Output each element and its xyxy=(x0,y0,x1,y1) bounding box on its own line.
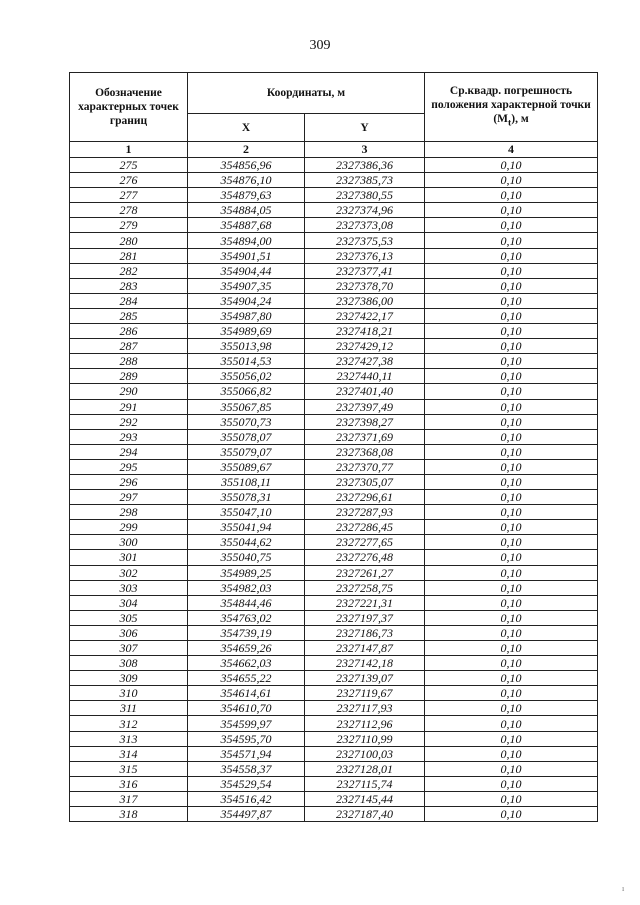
x-coordinate-cell: 354894,00 xyxy=(188,233,305,248)
point-number-cell: 279 xyxy=(70,218,188,233)
x-coordinate-cell: 355047,10 xyxy=(188,505,305,520)
table-row xyxy=(70,218,598,233)
point-number-cell: 281 xyxy=(70,248,188,263)
table-row xyxy=(70,610,598,625)
y-coordinate-cell: 2327422,17 xyxy=(305,308,425,323)
accuracy-cell: 0,10 xyxy=(425,339,598,354)
x-coordinate-cell: 355078,07 xyxy=(188,429,305,444)
accuracy-cell: 0,10 xyxy=(425,384,598,399)
x-coordinate-cell: 354516,42 xyxy=(188,791,305,806)
table-row xyxy=(70,580,598,595)
y-coordinate-cell: 2327373,08 xyxy=(305,218,425,233)
x-coordinate-cell: 354982,03 xyxy=(188,580,305,595)
x-coordinate-cell: 355066,82 xyxy=(188,384,305,399)
accuracy-cell: 0,10 xyxy=(425,293,598,308)
x-coordinate-cell: 354571,94 xyxy=(188,746,305,761)
accuracy-cell: 0,10 xyxy=(425,278,598,293)
point-number-cell: 310 xyxy=(70,686,188,701)
point-number-cell: 282 xyxy=(70,263,188,278)
point-number-cell: 296 xyxy=(70,474,188,489)
accuracy-cell: 0,10 xyxy=(425,505,598,520)
table-row xyxy=(70,308,598,323)
y-coordinate-cell: 2327139,07 xyxy=(305,671,425,686)
x-coordinate-cell: 354610,70 xyxy=(188,701,305,716)
y-coordinate-cell: 2327385,73 xyxy=(305,173,425,188)
table-row xyxy=(70,686,598,701)
y-coordinate-cell: 2327277,65 xyxy=(305,535,425,550)
accuracy-cell: 0,10 xyxy=(425,731,598,746)
x-coordinate-cell: 354529,54 xyxy=(188,776,305,791)
accuracy-cell: 0,10 xyxy=(425,610,598,625)
accuracy-cell: 0,10 xyxy=(425,595,598,610)
accuracy-cell: 0,10 xyxy=(425,671,598,686)
accuracy-cell: 0,10 xyxy=(425,550,598,565)
column-number: 2 xyxy=(188,142,305,158)
accuracy-cell: 0,10 xyxy=(425,565,598,580)
y-coordinate-cell: 2327386,36 xyxy=(305,158,425,173)
y-coordinate-cell: 2327258,75 xyxy=(305,580,425,595)
accuracy-cell: 0,10 xyxy=(425,308,598,323)
x-coordinate-cell: 354856,96 xyxy=(188,158,305,173)
x-coordinate-cell: 354907,35 xyxy=(188,278,305,293)
table-row xyxy=(70,278,598,293)
table-row xyxy=(70,248,598,263)
table-row xyxy=(70,459,598,474)
point-number-cell: 311 xyxy=(70,701,188,716)
y-coordinate-cell: 2327401,40 xyxy=(305,384,425,399)
point-number-cell: 306 xyxy=(70,625,188,640)
x-coordinate-cell: 354904,44 xyxy=(188,263,305,278)
table-row xyxy=(70,520,598,535)
y-coordinate-cell: 2327296,61 xyxy=(305,490,425,505)
accuracy-cell: 0,10 xyxy=(425,641,598,656)
table-row xyxy=(70,550,598,565)
point-number-cell: 277 xyxy=(70,188,188,203)
x-coordinate-cell: 354879,63 xyxy=(188,188,305,203)
table-row xyxy=(70,203,598,218)
accuracy-cell: 0,10 xyxy=(425,520,598,535)
accuracy-cell: 0,10 xyxy=(425,173,598,188)
accuracy-cell: 0,10 xyxy=(425,791,598,806)
accuracy-cell: 0,10 xyxy=(425,746,598,761)
y-coordinate-cell: 2327398,27 xyxy=(305,414,425,429)
y-coordinate-cell: 2327128,01 xyxy=(305,761,425,776)
y-coordinate-cell: 2327110,99 xyxy=(305,731,425,746)
accuracy-cell: 0,10 xyxy=(425,188,598,203)
accuracy-cell: 0,10 xyxy=(425,399,598,414)
table-row xyxy=(70,233,598,248)
table-row xyxy=(70,429,598,444)
column-number: 1 xyxy=(70,142,188,158)
accuracy-cell: 0,10 xyxy=(425,701,598,716)
y-coordinate-cell: 2327376,13 xyxy=(305,248,425,263)
point-number-cell: 276 xyxy=(70,173,188,188)
x-coordinate-cell: 354497,87 xyxy=(188,807,305,822)
y-coordinate-cell: 2327378,70 xyxy=(305,278,425,293)
x-coordinate-cell: 354558,37 xyxy=(188,761,305,776)
accuracy-cell: 0,10 xyxy=(425,414,598,429)
y-coordinate-cell: 2327397,49 xyxy=(305,399,425,414)
accuracy-cell: 0,10 xyxy=(425,761,598,776)
table-row xyxy=(70,444,598,459)
accuracy-cell: 0,10 xyxy=(425,203,598,218)
y-coordinate-cell: 2327287,93 xyxy=(305,505,425,520)
x-coordinate-cell: 355089,67 xyxy=(188,459,305,474)
column-number: 4 xyxy=(425,142,598,158)
x-coordinate-cell: 355041,94 xyxy=(188,520,305,535)
point-number-cell: 295 xyxy=(70,459,188,474)
x-header: X xyxy=(188,114,305,142)
x-coordinate-cell: 355044,62 xyxy=(188,535,305,550)
point-number-cell: 283 xyxy=(70,278,188,293)
x-coordinate-cell: 355070,73 xyxy=(188,414,305,429)
table-row xyxy=(70,701,598,716)
x-coordinate-cell: 355108,11 xyxy=(188,474,305,489)
table-row xyxy=(70,173,598,188)
point-number-cell: 292 xyxy=(70,414,188,429)
corner-mark: ı xyxy=(622,884,625,893)
y-coordinate-cell: 2327427,38 xyxy=(305,354,425,369)
accuracy-cell: 0,10 xyxy=(425,369,598,384)
x-coordinate-cell: 355040,75 xyxy=(188,550,305,565)
y-coordinate-cell: 2327276,48 xyxy=(305,550,425,565)
x-coordinate-cell: 355067,85 xyxy=(188,399,305,414)
y-coordinate-cell: 2327145,44 xyxy=(305,791,425,806)
table-row xyxy=(70,354,598,369)
point-number-cell: 312 xyxy=(70,716,188,731)
coordinates-table-body xyxy=(70,158,598,822)
y-coordinate-cell: 2327147,87 xyxy=(305,641,425,656)
table-row xyxy=(70,414,598,429)
point-number-cell: 315 xyxy=(70,761,188,776)
accuracy-cell: 0,10 xyxy=(425,158,598,173)
table-row xyxy=(70,490,598,505)
point-number-cell: 313 xyxy=(70,731,188,746)
y-coordinate-cell: 2327261,27 xyxy=(305,565,425,580)
point-number-cell: 284 xyxy=(70,293,188,308)
point-number-cell: 289 xyxy=(70,369,188,384)
x-coordinate-cell: 354739,19 xyxy=(188,625,305,640)
accuracy-cell: 0,10 xyxy=(425,686,598,701)
accuracy-header-text: Ср.квадр. погрешность положения характерной точки (М xyxy=(431,84,591,125)
point-number-cell: 316 xyxy=(70,776,188,791)
table-row xyxy=(70,716,598,731)
x-coordinate-cell: 354595,70 xyxy=(188,731,305,746)
point-number-cell: 301 xyxy=(70,550,188,565)
point-number-cell: 307 xyxy=(70,641,188,656)
point-number-cell: 305 xyxy=(70,610,188,625)
point-designation-header: Обозначение характерных точек границ xyxy=(70,73,188,142)
accuracy-cell: 0,10 xyxy=(425,248,598,263)
y-coordinate-cell: 2327375,53 xyxy=(305,233,425,248)
x-coordinate-cell: 354659,26 xyxy=(188,641,305,656)
accuracy-cell: 0,10 xyxy=(425,459,598,474)
x-coordinate-cell: 354987,80 xyxy=(188,308,305,323)
y-header: Y xyxy=(305,114,425,142)
y-coordinate-cell: 2327440,11 xyxy=(305,369,425,384)
table-row xyxy=(70,671,598,686)
accuracy-cell: 0,10 xyxy=(425,716,598,731)
table-row xyxy=(70,293,598,308)
y-coordinate-cell: 2327418,21 xyxy=(305,324,425,339)
table-row xyxy=(70,656,598,671)
x-coordinate-cell: 355079,07 xyxy=(188,444,305,459)
point-number-cell: 314 xyxy=(70,746,188,761)
table-row xyxy=(70,625,598,640)
x-coordinate-cell: 354884,05 xyxy=(188,203,305,218)
y-coordinate-cell: 2327368,08 xyxy=(305,444,425,459)
point-number-cell: 308 xyxy=(70,656,188,671)
y-coordinate-cell: 2327429,12 xyxy=(305,339,425,354)
y-coordinate-cell: 2327187,40 xyxy=(305,807,425,822)
accuracy-header-subscript: t xyxy=(508,117,512,129)
accuracy-cell: 0,10 xyxy=(425,354,598,369)
table-row xyxy=(70,746,598,761)
table-row xyxy=(70,761,598,776)
x-coordinate-cell: 355013,98 xyxy=(188,339,305,354)
accuracy-cell: 0,10 xyxy=(425,776,598,791)
table-row xyxy=(70,731,598,746)
point-number-cell: 293 xyxy=(70,429,188,444)
point-number-cell: 294 xyxy=(70,444,188,459)
x-coordinate-cell: 354599,97 xyxy=(188,716,305,731)
point-number-cell: 309 xyxy=(70,671,188,686)
accuracy-cell: 0,10 xyxy=(425,535,598,550)
point-number-cell: 291 xyxy=(70,399,188,414)
y-coordinate-cell: 2327286,45 xyxy=(305,520,425,535)
point-number-cell: 286 xyxy=(70,324,188,339)
x-coordinate-cell: 354844,46 xyxy=(188,595,305,610)
point-number-cell: 297 xyxy=(70,490,188,505)
x-coordinate-cell: 354763,02 xyxy=(188,610,305,625)
accuracy-cell: 0,10 xyxy=(425,625,598,640)
x-coordinate-cell: 354614,61 xyxy=(188,686,305,701)
point-number-cell: 304 xyxy=(70,595,188,610)
y-coordinate-cell: 2327370,77 xyxy=(305,459,425,474)
y-coordinate-cell: 2327305,07 xyxy=(305,474,425,489)
x-coordinate-cell: 354655,22 xyxy=(188,671,305,686)
accuracy-cell: 0,10 xyxy=(425,263,598,278)
point-number-cell: 278 xyxy=(70,203,188,218)
y-coordinate-cell: 2327115,74 xyxy=(305,776,425,791)
table-row xyxy=(70,158,598,173)
x-coordinate-cell: 355056,02 xyxy=(188,369,305,384)
point-number-cell: 317 xyxy=(70,791,188,806)
y-coordinate-cell: 2327197,37 xyxy=(305,610,425,625)
y-coordinate-cell: 2327380,55 xyxy=(305,188,425,203)
table-row xyxy=(70,339,598,354)
point-number-cell: 299 xyxy=(70,520,188,535)
accuracy-cell: 0,10 xyxy=(425,474,598,489)
table-row xyxy=(70,474,598,489)
accuracy-cell: 0,10 xyxy=(425,324,598,339)
accuracy-cell: 0,10 xyxy=(425,807,598,822)
y-coordinate-cell: 2327112,96 xyxy=(305,716,425,731)
table-row xyxy=(70,595,598,610)
accuracy-header xyxy=(425,73,598,142)
table-row xyxy=(70,535,598,550)
x-coordinate-cell: 354989,69 xyxy=(188,324,305,339)
accuracy-cell: 0,10 xyxy=(425,429,598,444)
x-coordinate-cell: 354904,24 xyxy=(188,293,305,308)
accuracy-cell: 0,10 xyxy=(425,656,598,671)
accuracy-cell: 0,10 xyxy=(425,218,598,233)
accuracy-cell: 0,10 xyxy=(425,233,598,248)
y-coordinate-cell: 2327386,00 xyxy=(305,293,425,308)
coordinates-header: Координаты, м xyxy=(188,73,425,114)
point-number-cell: 275 xyxy=(70,158,188,173)
table-row xyxy=(70,565,598,580)
y-coordinate-cell: 2327371,69 xyxy=(305,429,425,444)
point-number-cell: 300 xyxy=(70,535,188,550)
table-row xyxy=(70,641,598,656)
table-row xyxy=(70,384,598,399)
y-coordinate-cell: 2327100,03 xyxy=(305,746,425,761)
point-number-cell: 303 xyxy=(70,580,188,595)
x-coordinate-cell: 355014,53 xyxy=(188,354,305,369)
table-row xyxy=(70,324,598,339)
table-row xyxy=(70,791,598,806)
point-number-cell: 288 xyxy=(70,354,188,369)
y-coordinate-cell: 2327142,18 xyxy=(305,656,425,671)
point-number-cell: 318 xyxy=(70,807,188,822)
y-coordinate-cell: 2327221,31 xyxy=(305,595,425,610)
y-coordinate-cell: 2327117,93 xyxy=(305,701,425,716)
point-number-cell: 290 xyxy=(70,384,188,399)
page-number: 309 xyxy=(309,38,331,53)
table-row xyxy=(70,505,598,520)
x-coordinate-cell: 354989,25 xyxy=(188,565,305,580)
table-row xyxy=(70,399,598,414)
table-row xyxy=(70,776,598,791)
x-coordinate-cell: 355078,31 xyxy=(188,490,305,505)
point-number-cell: 287 xyxy=(70,339,188,354)
coordinates-table xyxy=(69,72,598,822)
table-row xyxy=(70,807,598,822)
accuracy-header-tail: ), м xyxy=(511,112,529,125)
x-coordinate-cell: 354901,51 xyxy=(188,248,305,263)
x-coordinate-cell: 354662,03 xyxy=(188,656,305,671)
y-coordinate-cell: 2327119,67 xyxy=(305,686,425,701)
table-row xyxy=(70,188,598,203)
accuracy-cell: 0,10 xyxy=(425,580,598,595)
point-number-cell: 298 xyxy=(70,505,188,520)
y-coordinate-cell: 2327374,96 xyxy=(305,203,425,218)
table-row xyxy=(70,369,598,384)
table-row xyxy=(70,263,598,278)
y-coordinate-cell: 2327186,73 xyxy=(305,625,425,640)
point-number-cell: 302 xyxy=(70,565,188,580)
point-number-cell: 280 xyxy=(70,233,188,248)
column-number: 3 xyxy=(305,142,425,158)
x-coordinate-cell: 354887,68 xyxy=(188,218,305,233)
y-coordinate-cell: 2327377,41 xyxy=(305,263,425,278)
x-coordinate-cell: 354876,10 xyxy=(188,173,305,188)
accuracy-cell: 0,10 xyxy=(425,444,598,459)
point-number-cell: 285 xyxy=(70,308,188,323)
accuracy-cell: 0,10 xyxy=(425,490,598,505)
